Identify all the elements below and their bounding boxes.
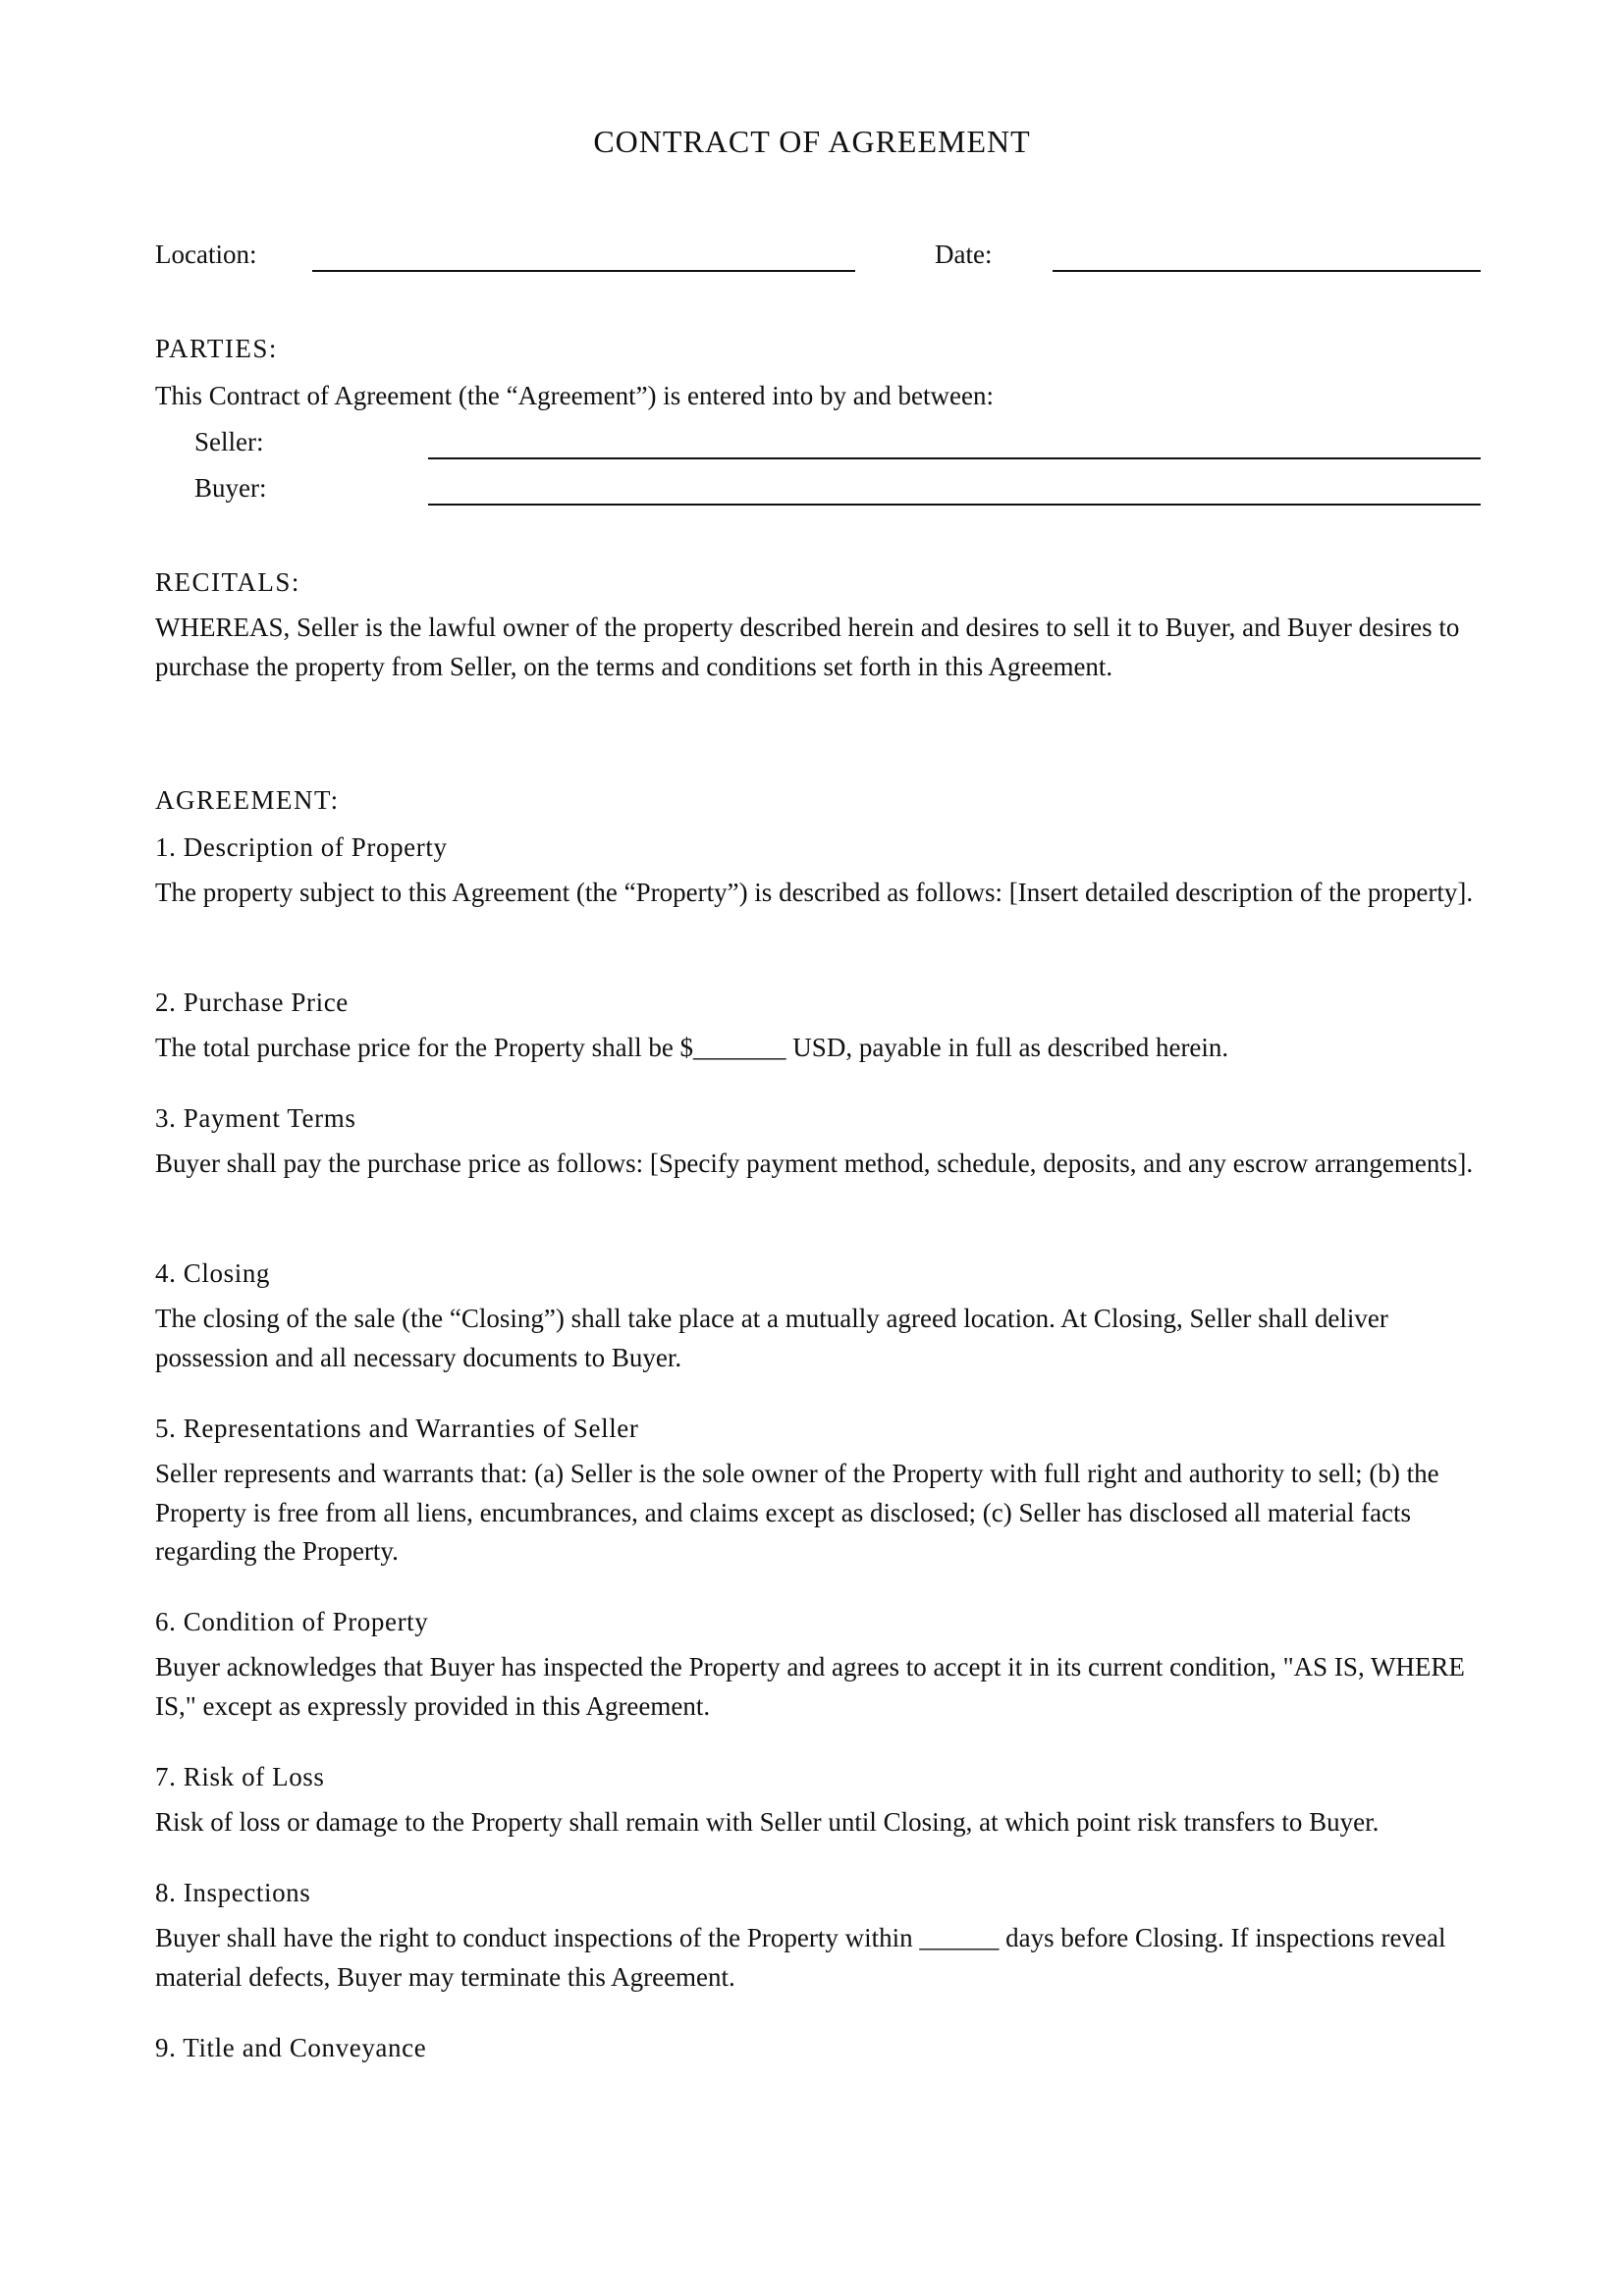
buyer-label: Buyer: bbox=[194, 473, 267, 503]
section-title: 4. Closing bbox=[155, 1258, 271, 1288]
section-title: 5. Representations and Warranties of Seller bbox=[155, 1414, 639, 1443]
date-label: Date: bbox=[935, 240, 993, 269]
recitals-text: WHEREAS, Seller is the lawful owner of the property described herein and desires to sell it to Buyer, and Buyer desires to purchase the property from Seller, on the terms and conditions set forth in this Agreement. bbox=[155, 613, 1460, 681]
section-text: The closing of the sale (the “Closing”) shall take place at a mutually agreed location. At Closing, Seller shall deliver possession and all necessary documents to Buyer. bbox=[155, 1304, 1388, 1372]
date-field-line[interactable] bbox=[1053, 270, 1481, 272]
section-title: 7. Risk of Loss bbox=[155, 1762, 325, 1791]
section-text: The total purchase price for the Property shall be $_______ USD, payable in full as described herein. bbox=[155, 1033, 1229, 1062]
section-title: 1. Description of Property bbox=[155, 832, 448, 862]
section-title: 6. Condition of Property bbox=[155, 1607, 429, 1636]
section-text: Risk of loss or damage to the Property shall remain with Seller until Closing, at which point risk transfers to Buyer. bbox=[155, 1807, 1380, 1837]
location-label: Location: bbox=[155, 240, 257, 269]
section-text: Buyer acknowledges that Buyer has inspected the Property and agrees to accept it in its current condition, "AS IS, WHERE IS," except as expressly provided in this Agreement. bbox=[155, 1652, 1465, 1721]
location-field-line[interactable] bbox=[312, 270, 855, 272]
parties-intro: This Contract of Agreement (the “Agreement”) is entered into by and between: bbox=[155, 381, 994, 410]
section-title: 2. Purchase Price bbox=[155, 988, 349, 1017]
buyer-field-line[interactable] bbox=[428, 504, 1481, 506]
seller-field-line[interactable] bbox=[428, 457, 1481, 459]
agreement-heading: AGREEMENT: bbox=[155, 785, 340, 815]
section-title: 3. Payment Terms bbox=[155, 1103, 356, 1133]
section-text: Buyer shall have the right to conduct inspections of the Property within ______ days before Closing. If inspections reveal material defects, Buyer may terminate this Agreement. bbox=[155, 1923, 1446, 1992]
section-text: The property subject to this Agreement (the “Property”) is described as follows: [Insert detailed description of the property]. bbox=[155, 878, 1474, 907]
section-text: Buyer shall pay the purchase price as follows: [Specify payment method, schedule, deposits, and any escrow arrangements]. bbox=[155, 1148, 1474, 1178]
recitals-heading: RECITALS: bbox=[155, 567, 300, 597]
section-title: 9. Title and Conveyance bbox=[155, 2033, 427, 2062]
section-title: 8. Inspections bbox=[155, 1878, 311, 1907]
parties-heading: PARTIES: bbox=[155, 334, 278, 363]
document-title: CONTRACT OF AGREEMENT bbox=[593, 124, 1031, 159]
seller-label: Seller: bbox=[194, 427, 264, 456]
section-text: Seller represents and warrants that: (a) Seller is the sole owner of the Property with full right and authority to sell; (b) the Property is free from all liens, encumbrances, and claims except as disclosed; (c) Seller has disclosed all material facts regarding the Property. bbox=[155, 1459, 1439, 1566]
